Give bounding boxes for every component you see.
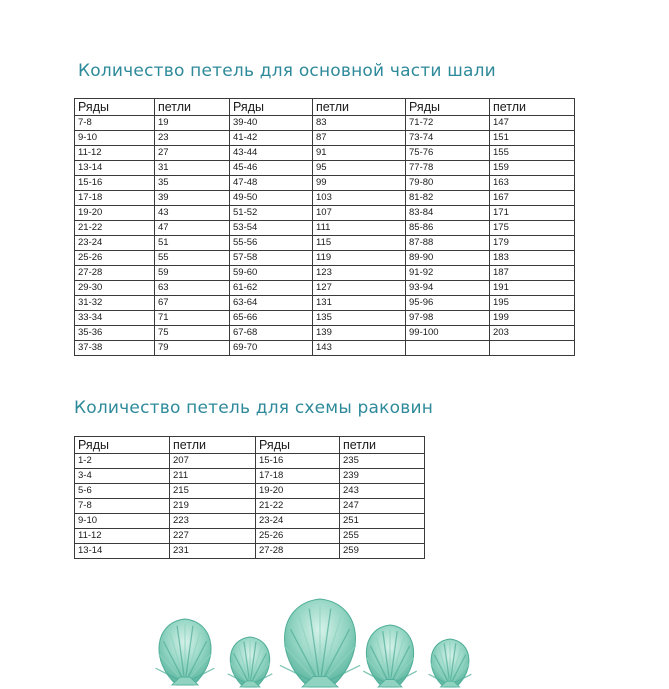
- table-cell: 1-2: [75, 454, 170, 469]
- table-cell: 19: [155, 116, 230, 131]
- table-row: [75, 326, 575, 341]
- table-row: [75, 544, 425, 559]
- table-cell: 31: [155, 161, 230, 176]
- seashells-decoration: [140, 595, 530, 689]
- table-cell: 239: [340, 469, 425, 484]
- column-header: петли: [340, 437, 425, 454]
- table-row: [75, 281, 575, 296]
- table-cell: 63: [155, 281, 230, 296]
- shell-stitch-table: [74, 436, 425, 559]
- table-cell: 143: [313, 341, 406, 356]
- table-cell: 75-76: [406, 146, 490, 161]
- table-cell: 7-8: [75, 499, 170, 514]
- seashell-icon: [228, 637, 273, 687]
- seashell-icon: [363, 625, 416, 687]
- table-cell: 203: [490, 326, 575, 341]
- table-row: [75, 116, 575, 131]
- table-cell: 175: [490, 221, 575, 236]
- table-row: [75, 454, 425, 469]
- table-row: [75, 311, 575, 326]
- table-cell: 9-10: [75, 131, 155, 146]
- table-cell: 57-58: [230, 251, 313, 266]
- table-cell: 211: [170, 469, 256, 484]
- table-cell: 155: [490, 146, 575, 161]
- table-row: [75, 469, 425, 484]
- table-cell: 71-72: [406, 116, 490, 131]
- table-cell: 99-100: [406, 326, 490, 341]
- table-row: [75, 146, 575, 161]
- table-cell: 135: [313, 311, 406, 326]
- table-cell: 31-32: [75, 296, 155, 311]
- table-cell: 39-40: [230, 116, 313, 131]
- table-row: [75, 221, 575, 236]
- table-cell: 199: [490, 311, 575, 326]
- table-cell: 255: [340, 529, 425, 544]
- table-cell: 43-44: [230, 146, 313, 161]
- main-stitch-table: [74, 98, 575, 356]
- table-cell: 215: [170, 484, 256, 499]
- table-cell: 259: [340, 544, 425, 559]
- table-cell: 183: [490, 251, 575, 266]
- table-cell: 123: [313, 266, 406, 281]
- table-cell: 11-12: [75, 146, 155, 161]
- table-cell: 25-26: [256, 529, 340, 544]
- table-cell: 83: [313, 116, 406, 131]
- table-cell: 43: [155, 206, 230, 221]
- table-cell: 103: [313, 191, 406, 206]
- table-cell: 171: [490, 206, 575, 221]
- table-cell: [406, 341, 490, 356]
- table-cell: 243: [340, 484, 425, 499]
- table-cell: 87-88: [406, 236, 490, 251]
- main-table-body: [75, 99, 575, 356]
- table-cell: 163: [490, 176, 575, 191]
- table-cell: 97-98: [406, 311, 490, 326]
- table-cell: 27-28: [75, 266, 155, 281]
- table-cell: 67-68: [230, 326, 313, 341]
- table-cell: 5-6: [75, 484, 170, 499]
- table-cell: 231: [170, 544, 256, 559]
- seashell-icon: [429, 639, 472, 687]
- table-cell: 41-42: [230, 131, 313, 146]
- table-row: [75, 296, 575, 311]
- table-cell: 35: [155, 176, 230, 191]
- table-cell: 111: [313, 221, 406, 236]
- table-row: [75, 236, 575, 251]
- table-cell: 11-12: [75, 529, 170, 544]
- table-cell: 71: [155, 311, 230, 326]
- table-cell: 91-92: [406, 266, 490, 281]
- table-cell: 47: [155, 221, 230, 236]
- table-cell: 13-14: [75, 161, 155, 176]
- table-cell: 9-10: [75, 514, 170, 529]
- table-cell: 63-64: [230, 296, 313, 311]
- table-cell: [490, 341, 575, 356]
- table-cell: 27-28: [256, 544, 340, 559]
- table-cell: 73-74: [406, 131, 490, 146]
- table-cell: 207: [170, 454, 256, 469]
- shell-table-body: [75, 437, 425, 559]
- table-cell: 3-4: [75, 469, 170, 484]
- table-cell: 95-96: [406, 296, 490, 311]
- table-cell: 219: [170, 499, 256, 514]
- table-cell: 119: [313, 251, 406, 266]
- table-cell: 13-14: [75, 544, 170, 559]
- table-cell: 51-52: [230, 206, 313, 221]
- table-cell: 49-50: [230, 191, 313, 206]
- table-cell: 139: [313, 326, 406, 341]
- table-cell: 23-24: [256, 514, 340, 529]
- table-header-row: [75, 437, 425, 454]
- table-cell: 45-46: [230, 161, 313, 176]
- table-cell: 15-16: [256, 454, 340, 469]
- table-cell: 91: [313, 146, 406, 161]
- table-cell: 55: [155, 251, 230, 266]
- table-row: [75, 176, 575, 191]
- table-row: [75, 161, 575, 176]
- table-header-row: [75, 99, 575, 116]
- table-cell: 179: [490, 236, 575, 251]
- table-cell: 19-20: [75, 206, 155, 221]
- table-cell: 37-38: [75, 341, 155, 356]
- table-cell: 223: [170, 514, 256, 529]
- table-cell: 75: [155, 326, 230, 341]
- main-table-title: Количество петель для основной части шали: [78, 61, 496, 81]
- table-row: [75, 484, 425, 499]
- table-cell: 61-62: [230, 281, 313, 296]
- table-row: [75, 341, 575, 356]
- table-cell: 131: [313, 296, 406, 311]
- table-cell: 29-30: [75, 281, 155, 296]
- table-cell: 25-26: [75, 251, 155, 266]
- table-cell: 7-8: [75, 116, 155, 131]
- column-header: петли: [490, 99, 575, 116]
- table-cell: 23-24: [75, 236, 155, 251]
- shell-table-title: Количество петель для схемы раковин: [74, 398, 434, 418]
- table-cell: 59-60: [230, 266, 313, 281]
- table-cell: 95: [313, 161, 406, 176]
- table-cell: 99: [313, 176, 406, 191]
- table-cell: 227: [170, 529, 256, 544]
- table-cell: 89-90: [406, 251, 490, 266]
- table-cell: 159: [490, 161, 575, 176]
- table-cell: 39: [155, 191, 230, 206]
- table-cell: 81-82: [406, 191, 490, 206]
- table-row: [75, 529, 425, 544]
- table-cell: 195: [490, 296, 575, 311]
- table-cell: 127: [313, 281, 406, 296]
- table-row: [75, 514, 425, 529]
- table-cell: 77-78: [406, 161, 490, 176]
- table-row: [75, 206, 575, 221]
- table-cell: 79-80: [406, 176, 490, 191]
- table-cell: 47-48: [230, 176, 313, 191]
- table-cell: 187: [490, 266, 575, 281]
- table-cell: 15-16: [75, 176, 155, 191]
- column-header: петли: [155, 99, 230, 116]
- table-cell: 59: [155, 266, 230, 281]
- table-row: [75, 131, 575, 146]
- table-cell: 115: [313, 236, 406, 251]
- table-cell: 79: [155, 341, 230, 356]
- column-header: Ряды: [75, 99, 155, 116]
- table-cell: 83-84: [406, 206, 490, 221]
- table-cell: 23: [155, 131, 230, 146]
- table-row: [75, 266, 575, 281]
- column-header: Ряды: [406, 99, 490, 116]
- table-cell: 17-18: [256, 469, 340, 484]
- table-cell: 235: [340, 454, 425, 469]
- seashell-icon: [280, 599, 360, 687]
- table-cell: 17-18: [75, 191, 155, 206]
- table-cell: 53-54: [230, 221, 313, 236]
- table-cell: 55-56: [230, 236, 313, 251]
- table-cell: 167: [490, 191, 575, 206]
- table-row: [75, 499, 425, 514]
- table-cell: 69-70: [230, 341, 313, 356]
- table-row: [75, 251, 575, 266]
- column-header: петли: [170, 437, 256, 454]
- column-header: Ряды: [75, 437, 170, 454]
- table-cell: 251: [340, 514, 425, 529]
- column-header: Ряды: [230, 99, 313, 116]
- seashell-icon: [156, 619, 215, 685]
- table-cell: 87: [313, 131, 406, 146]
- table-cell: 35-36: [75, 326, 155, 341]
- table-cell: 21-22: [75, 221, 155, 236]
- table-cell: 107: [313, 206, 406, 221]
- column-header: петли: [313, 99, 406, 116]
- table-cell: 93-94: [406, 281, 490, 296]
- table-row: [75, 191, 575, 206]
- table-cell: 65-66: [230, 311, 313, 326]
- table-cell: 19-20: [256, 484, 340, 499]
- table-cell: 21-22: [256, 499, 340, 514]
- table-cell: 151: [490, 131, 575, 146]
- table-cell: 191: [490, 281, 575, 296]
- table-cell: 51: [155, 236, 230, 251]
- table-cell: 147: [490, 116, 575, 131]
- table-cell: 85-86: [406, 221, 490, 236]
- table-cell: 67: [155, 296, 230, 311]
- table-cell: 247: [340, 499, 425, 514]
- column-header: Ряды: [256, 437, 340, 454]
- table-cell: 33-34: [75, 311, 155, 326]
- table-cell: 27: [155, 146, 230, 161]
